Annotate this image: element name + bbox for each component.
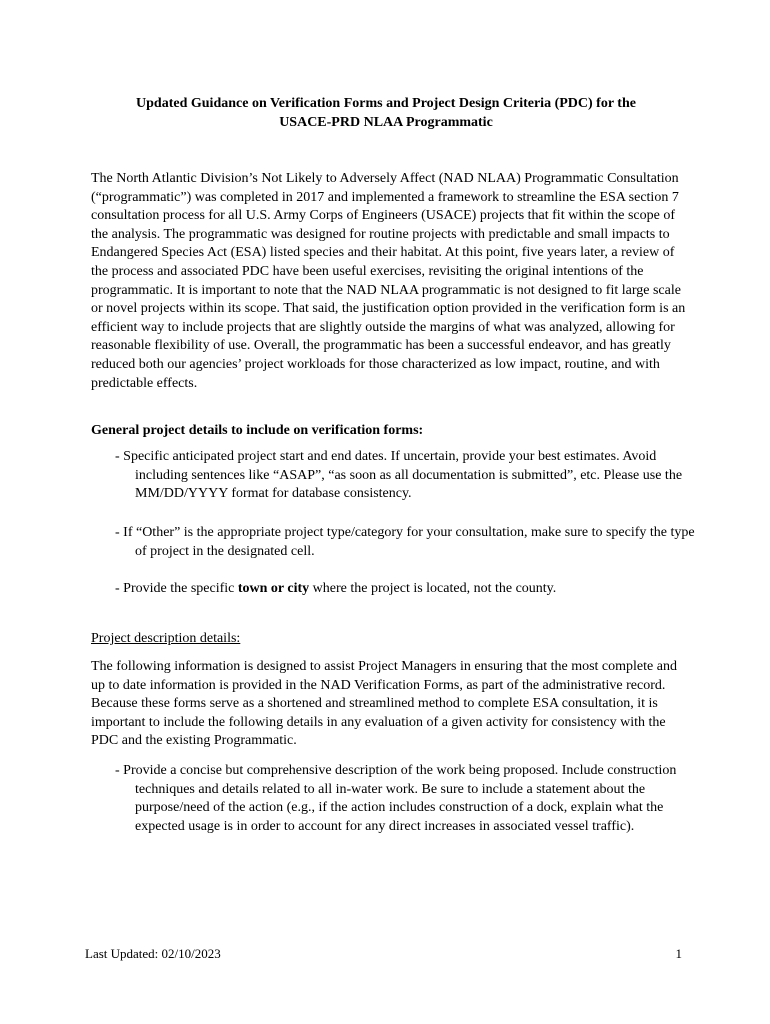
project-description-heading: Project description details: — [91, 631, 241, 646]
footer-page-number: 1 — [675, 946, 682, 961]
general-details-heading: General project details to include on verification forms: — [91, 423, 424, 438]
document-title — [90, 94, 682, 132]
project-description-paragraph: The following information is designed to assist Project Managers in ensuring that the most complete and up to date information is provided in the NAD Verification Forms, as part of the administrative record. Because these forms serve as a shortened and streamlined method to complete ESA consultation, it is important to include the following details in any evaluation of a given activity for consistency with the PDC and the existing Programmatic. — [91, 659, 677, 749]
bullet-dates: - Specific anticipated project start and end dates. If uncertain, provide your best estimates. Avoid including sentences like “ASAP”, “as soon as all documentation is submitted”, etc. Please use the MM/DD/YYYY format for database consistency. — [115, 449, 683, 502]
footer-last-updated: Last Updated: 02/10/2023 — [85, 946, 221, 961]
title-line-2: USACE-PRD NLAA Programmatic — [279, 115, 493, 130]
bullet-town-city-post: where the project is located, not the county. — [309, 581, 557, 596]
bullet-town-city — [115, 580, 695, 599]
bullet-work-description: - Provide a concise but comprehensive description of the work being proposed. Include construction techniques and details related to all in-water work. Be sure to include a statement about the purpose/need of the action (e.g., if the action includes construction of a dock, explain what the expected usage is in order to account for any direct increases in associated vessel traffic). — [115, 763, 677, 834]
bullet-town-city-pre: - Provide the specific — [115, 581, 238, 596]
bullet-town-city-bold: town or city — [237, 581, 310, 596]
bullet-other-type: - If “Other” is the appropriate project type/category for your consultation, make sure to specify the type of project in the designated cell. — [115, 525, 695, 559]
intro-paragraph: The North Atlantic Division’s Not Likely to Adversely Affect (NAD NLAA) Programmatic Consultation (“programmatic”) was completed in 2017 and implemented a framework to streamline the ESA section 7 consultation process for all U.S. Army Corps of Engineers (USACE) projects that fit within the scope of the analysis. The programmatic was designed for routine projects with predictable and small impacts to Endangered Species Act (ESA) listed species and their habitat. At this point, five years later, a review of the process and associated PDC have been useful exercises, revisiting the original intentions of the programmatic. It is important to note that the NAD NLAA programmatic is not designed to fit large scale or novel projects within its scope. That said, the justification option provided in the verification form is an efficient way to include projects that are slightly outside the margins of what was analyzed, allowing for reasonable flexibility of use. Overall, the programmatic has been a successful endeavor, and has greatly reduced both our agencies’ project workloads for those characterized as low impact, routine, and with predictable effects. — [91, 171, 686, 391]
title-line-1: Updated Guidance on Verification Forms and Project Design Criteria (PDC) for the — [136, 96, 636, 111]
